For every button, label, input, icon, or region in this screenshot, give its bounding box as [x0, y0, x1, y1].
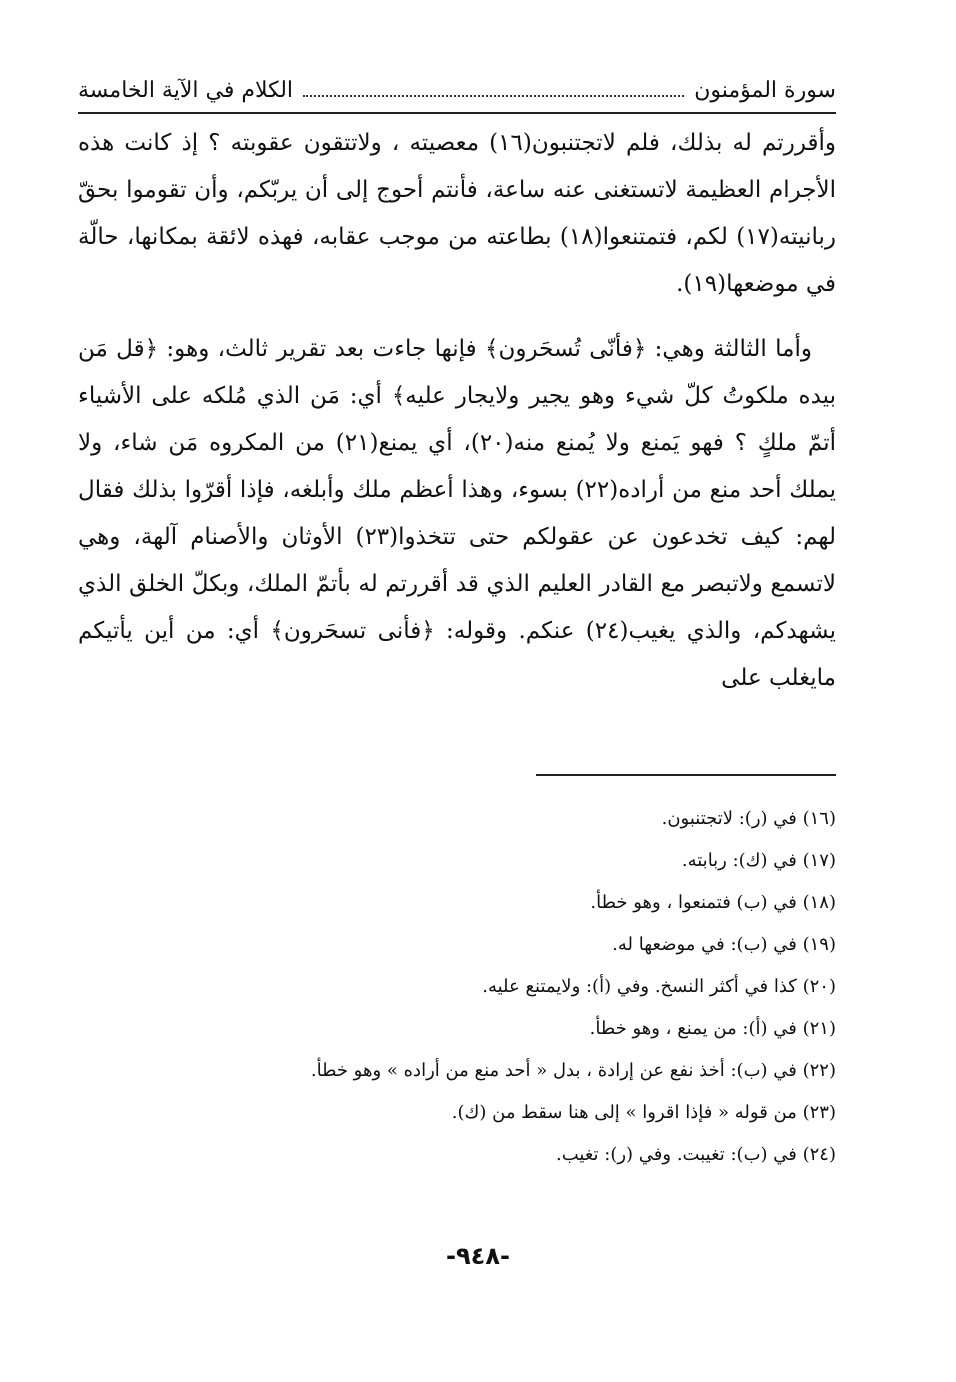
running-header [78, 68, 836, 114]
paragraph-2: وأما الثالثة وهي: ﴿فأنّى تُسحَرون﴾ فإنها جاءت بعد تقرير ثالث، وهو: ﴿قل مَن بيده ملكوتُ كلّ شيء وهو يجير ولايجار عليه﴾ أي: مَن الذي مُلكه على الأشياء أتمّ ملكٍ ؟ فهو يَمنع ولا يُمنع منه(٢٠)، أي يمنع(٢١) من المكروه مَن شاء، ولا يملك أحد منع من أراده(٢٢) بسوء، وهذا أعظم ملك وأبلغه، فإذا أقرّوا بذلك فقال لهم: كيف تخدعون عن عقولكم حتى تتخذوا(٢٣) الأوثان والأصنام آلهة، وهي لاتسمع ولاتبصر مع القادر العليم الذي قد أقررتم له بأتمّ الملك، وبكلّ الخلق الذي يشهدكم، والذي يغيب(٢٤) عنكم. وقوله: ﴿فأنى تسحَرون﴾ أي: من أين يأتيكم مايغلب على [78, 336, 837, 691]
paragraph-1: وأقررتم له بذلك، فلم لاتجتنبون(١٦) معصيته ، ولاتتقون عقوبته ؟ إذ كانت هذه الأجرام العظيمة لاتستغنى عنه ساعة، فأنتم أحوج إلى أن يربّكم، وأن تقوموا بحقّ ربانيته(١٧) لكم، فتمتنعوا(١٨) بطاعته من موجب عقابه، فهذه لائقة بمكانها، حالّة في موضعها(١٩). [78, 130, 836, 297]
header-section-title: الكلام في الآية الخامسة [78, 77, 294, 103]
footnote-17: (١٧) في (ك): ربابته. [681, 850, 836, 871]
footnote-24: (٢٤) في (ب): تغيبت. وفي (ر): تغيب. [556, 1144, 836, 1165]
footnotes [78, 798, 836, 1176]
page-number: -٩٤٨- [446, 1242, 510, 1270]
footnote-separator [536, 774, 836, 776]
footnote-22: (٢٢) في (ب): أخذ نفع عن إرادة ، بدل « أحد منع من أراده » وهو خطأ. [310, 1060, 836, 1081]
main-text [78, 120, 836, 702]
footnote-16: (١٦) في (ر): لاتجتنبون. [661, 808, 836, 829]
header-surah-title: سورة المؤمنون [694, 77, 836, 103]
header-dot-leader [303, 83, 684, 97]
footnote-20: (٢٠) كذا في أكثر النسخ. وفي (أ): ولايمتنع عليه. [482, 976, 836, 997]
footnote-23: (٢٣) من قوله « فإذا اقروا » إلى هنا سقط من (ك). [451, 1102, 836, 1123]
footnote-21: (٢١) في (أ): من يمنع ، وهو خطأ. [589, 1018, 836, 1039]
footnote-19: (١٩) في (ب): في موضعها له. [612, 934, 836, 955]
footnote-18: (١٨) في (ب) فتمنعوا ، وهو خطأ. [590, 892, 836, 913]
